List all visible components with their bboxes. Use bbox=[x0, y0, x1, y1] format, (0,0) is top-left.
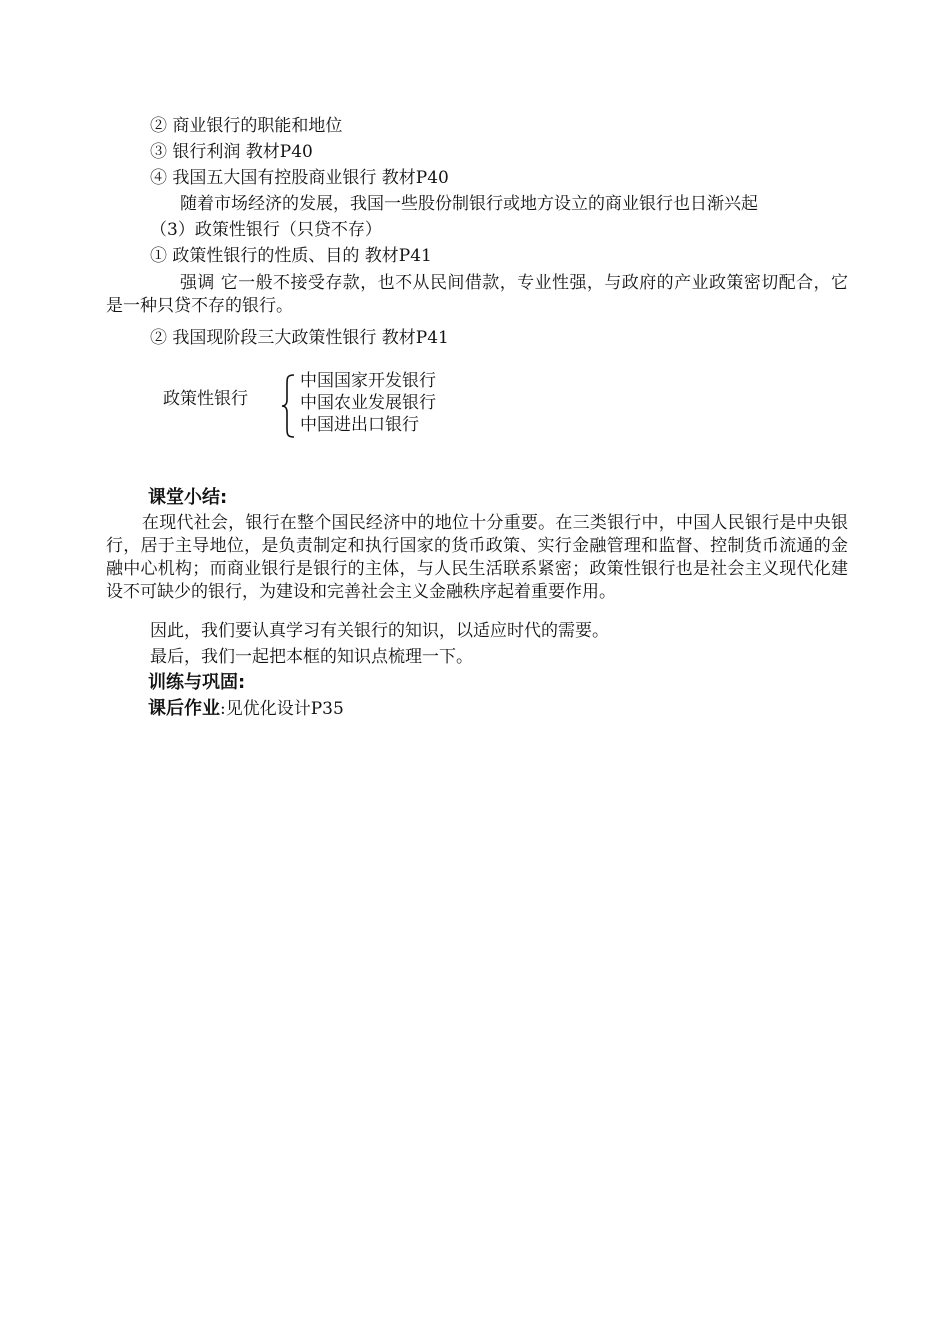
homework-line bbox=[148, 697, 344, 721]
brace-items bbox=[300, 370, 436, 436]
bank-item: 中国进出口银行 bbox=[300, 415, 419, 435]
brace-label: 政策性银行 bbox=[163, 389, 248, 409]
summary-heading: 课堂小结: bbox=[148, 487, 228, 508]
policy-bank-heading: （3）政策性银行（只贷不存） bbox=[150, 220, 382, 240]
summary-line-3: 最后，我们一起把本框的知识点梳理一下。 bbox=[150, 647, 473, 667]
item-2-commercial-bank-functions: ② 商业银行的职能和地位 bbox=[150, 116, 343, 136]
practice-heading: 训练与巩固: bbox=[148, 672, 246, 693]
policy-item-2: ② 我国现阶段三大政策性银行 教材P41 bbox=[150, 328, 449, 348]
policy-bank-brace-diagram bbox=[163, 370, 483, 440]
item-3-bank-profit: ③ 银行利润 教材P40 bbox=[150, 142, 313, 162]
summary-paragraph: 在现代社会，银行在整个国民经济中的地位十分重要。在三类银行中，中国人民银行是中央银行，居于主导地位，是负责制定和执行国家的货币政策、实行金融管理和监督、控制货币流通的金融中心机构；而商业银行是银行的主体，与人民生活联系紧密；政策性银行也是社会主义现代化建设不可缺少的银行，为建设和完善社会主义金融秩序起着重要作用。 bbox=[106, 513, 848, 602]
policy-item-1: ① 政策性银行的性质、目的 教材P41 bbox=[150, 246, 432, 266]
summary-line-2: 因此，我们要认真学习有关银行的知识，以适应时代的需要。 bbox=[150, 621, 609, 641]
homework-text: :见优化设计P35 bbox=[220, 699, 344, 719]
item-4-note: 随着市场经济的发展，我国一些股份制银行或地方设立的商业银行也日渐兴起 bbox=[180, 194, 758, 214]
item-4-five-state-banks: ④ 我国五大国有控股商业银行 教材P40 bbox=[150, 168, 449, 188]
bank-item: 中国国家开发银行 bbox=[300, 371, 436, 391]
bank-item: 中国农业发展银行 bbox=[300, 393, 436, 413]
left-brace-icon bbox=[281, 374, 297, 438]
policy-emphasis-paragraph: 强调 它一般不接受存款，也不从民间借款，专业性强，与政府的产业政策密切配合，它是一种只贷不存的银行。 bbox=[106, 273, 848, 316]
homework-heading: 课后作业 bbox=[148, 698, 220, 719]
